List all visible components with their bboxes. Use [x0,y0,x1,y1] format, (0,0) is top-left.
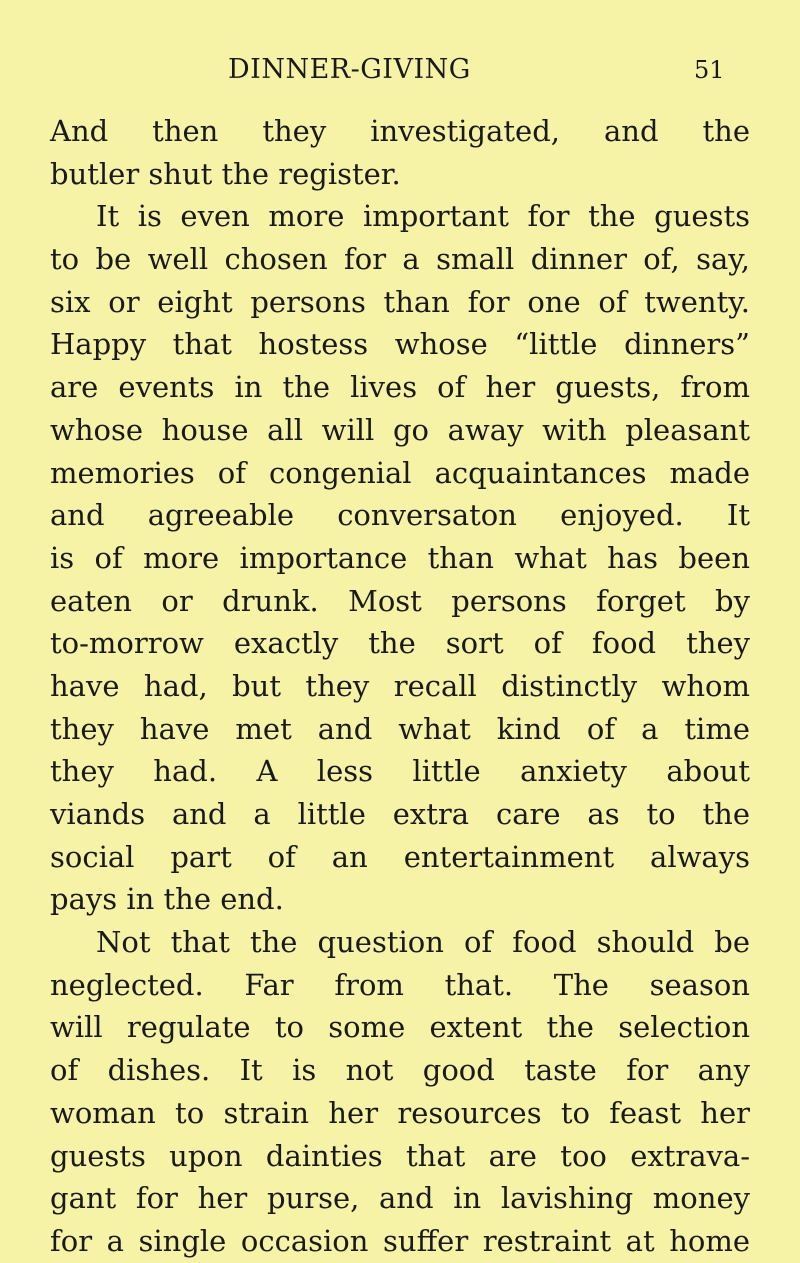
text-line: gant for her purse, and in lavishing money [50,1181,750,1216]
text-line: guests upon dainties that are too extrava- [50,1138,750,1173]
paragraph [50,921,750,1263]
page-number: 51 [694,56,725,84]
text-line: they had. A less little anxiety about [50,754,750,789]
text-line: have had, but they recall distinctly whom [50,668,750,703]
text-line: of dishes. It is not good taste for any [50,1053,750,1088]
page-header [0,54,800,98]
text-line: eaten or drunk. Most persons forget by [50,583,750,618]
text-line: Happy that hostess whose “little dinners” [50,327,750,362]
text-line: woman to strain her resources to feast her [50,1095,750,1130]
text-line: whose house all will go away with pleasant [50,412,750,447]
text-line: memories of congenial acquaintances made [50,455,750,490]
text-line: neglected. Far from that. The season [50,967,750,1002]
text-line: are events in the lives of her guests, from [50,370,750,405]
running-title: DINNER-GIVING [228,54,471,85]
paragraph [50,195,750,921]
body-text [50,110,750,1263]
text-line: to-morrow exactly the sort of food they [50,626,750,661]
text-line: to be well chosen for a small dinner of, say, [50,242,750,277]
text-line: viands and a little extra care as to the [50,797,750,831]
text-line: Not that the question of food should be [96,925,750,960]
text-line: they have met and what kind of a time [50,711,750,746]
text-line: and agreeable conversaton enjoyed. It [50,498,750,533]
text-line: for a single occasion suffer restraint at home [50,1223,750,1258]
text-line: And then they investigated, and the [50,114,750,148]
text-line: pays in the end. [50,882,284,917]
paragraph [50,110,750,195]
text-line: butler shut the register. [50,156,401,191]
text-line: is of more importance than what has been [50,540,750,575]
text-line: It is even more important for the guests [96,199,750,234]
text-line: will regulate to some extent the selection [50,1010,750,1045]
text-line: social part of an entertainment always [50,839,750,874]
text-line: six or eight persons than for one of twenty. [50,284,750,319]
